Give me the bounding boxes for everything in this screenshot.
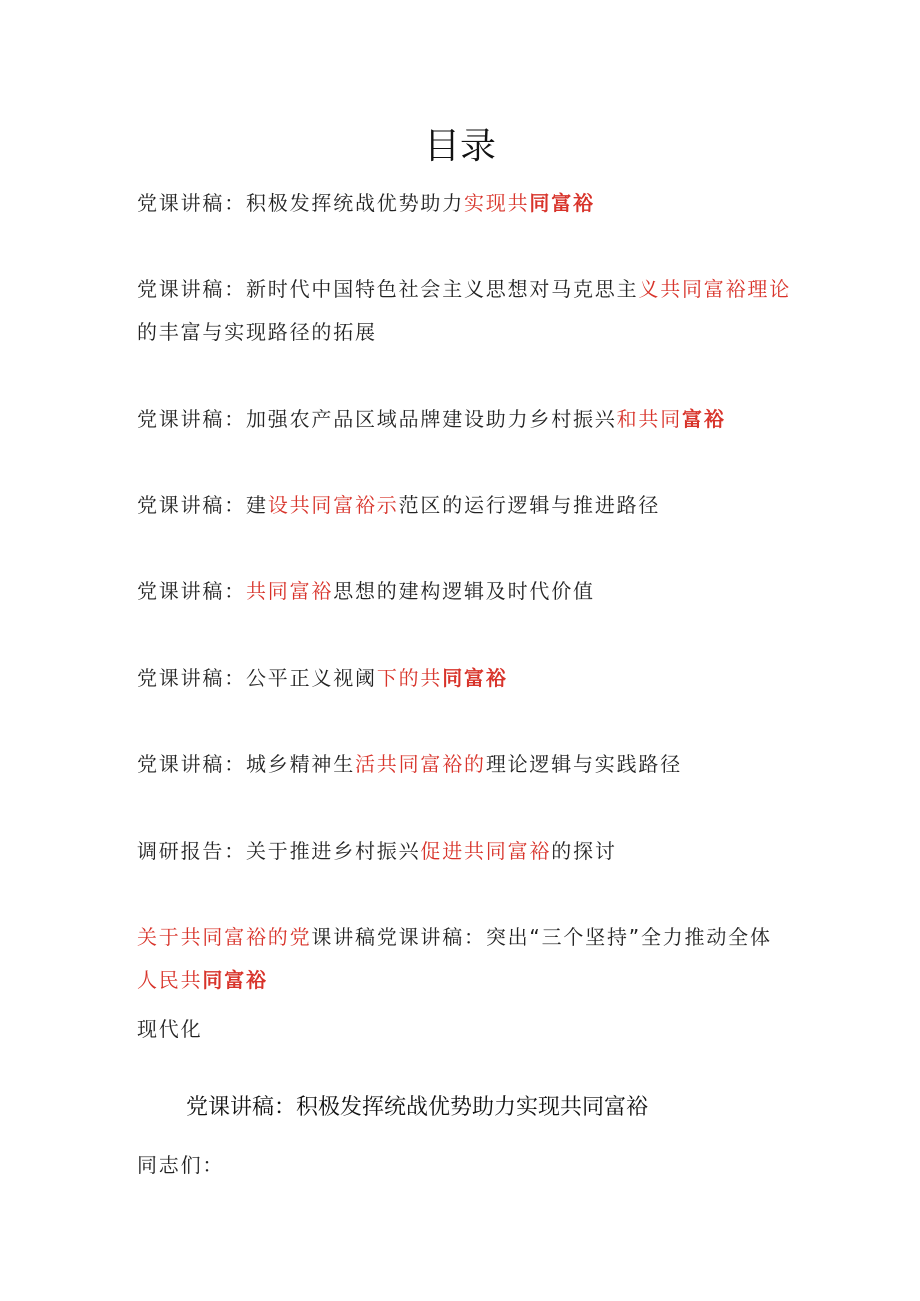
section-heading: 党课讲稿：积极发挥统战优势助力实现共同富裕: [186, 1095, 649, 1120]
toc-entry-text: 党课讲稿：城乡精神生: [137, 752, 355, 776]
toc-entry-highlight: 共同富裕的党: [180, 925, 312, 949]
toc-entry[interactable]: [137, 665, 508, 691]
toc-entry-highlight: 活共同富裕的: [355, 752, 486, 776]
toc-entry-text: 党课讲稿：加强农产品区域品牌建设助力乡村振兴: [137, 407, 617, 431]
toc-entry-text: 党课讲稿：新时代中国特色社会主义思想对马克思主: [137, 277, 639, 301]
toc-entry-text-tail: 的探讨: [551, 839, 617, 863]
toc-entry-text-tail: 范区的运行逻辑与推进路径: [398, 493, 661, 517]
toc-entry-highlight-bold: 同富裕: [442, 666, 508, 690]
toc-entry-highlight: 实现共: [464, 191, 530, 215]
toc-title: 目录: [423, 126, 496, 167]
toc-entry-highlight: 促进共同富裕: [420, 839, 552, 863]
toc-entry[interactable]: [137, 406, 726, 432]
toc-entry-highlight: 设共同富裕示: [267, 493, 399, 517]
toc-entry-text: 党课讲稿：建: [137, 493, 268, 517]
toc-entry-highlight-bold: 同富裕: [202, 968, 268, 992]
toc-entry[interactable]: [137, 492, 660, 518]
toc-entry-highlight: 共同富裕: [246, 579, 334, 603]
toc-entry-text-tail: 思想的建构逻辑及时代价值: [333, 579, 595, 603]
toc-entry-text: 党课讲稿：: [137, 579, 246, 603]
toc-entry[interactable]: [137, 190, 595, 216]
toc-entry-highlight: 下的共: [376, 666, 443, 690]
salutation-text: 同志们：: [137, 1153, 225, 1177]
toc-entry[interactable]: [137, 578, 595, 604]
toc-entry-highlight-bold: 富裕: [682, 407, 726, 431]
toc-entry-highlight: 人民共: [137, 968, 203, 992]
toc-entry-continuation[interactable]: [137, 319, 377, 345]
toc-entry-text: 党课讲稿：积极发挥统战优势助力: [137, 191, 464, 215]
toc-entry-text-tail: 课讲稿党课讲稿：突出“三个坚持”全力推动全体: [311, 925, 772, 949]
toc-entry-continuation[interactable]: [137, 967, 268, 993]
toc-entry-text: 党课讲稿：公平正义视阈: [137, 666, 377, 690]
toc-entry-highlight-lead: 关于: [137, 925, 181, 949]
toc-entry-text: 现代化: [137, 1017, 203, 1041]
toc-entry-highlight-bold: 同富裕: [529, 191, 595, 215]
toc-entry-highlight: 和共同: [616, 407, 683, 431]
toc-entry-continuation[interactable]: [137, 1016, 202, 1042]
toc-entry-text: 的丰富与实现路径的拓展: [137, 320, 377, 344]
toc-entry-text: 调研报告：关于推进乡村振兴: [137, 839, 421, 863]
toc-entry-text-tail: 理论逻辑与实践路径: [485, 752, 683, 776]
toc-entry[interactable]: [137, 838, 617, 864]
toc-entry-highlight: 义共同富裕理论: [638, 277, 792, 301]
toc-entry[interactable]: [137, 751, 682, 777]
toc-entry[interactable]: [137, 924, 772, 950]
toc-entry[interactable]: [137, 276, 791, 302]
